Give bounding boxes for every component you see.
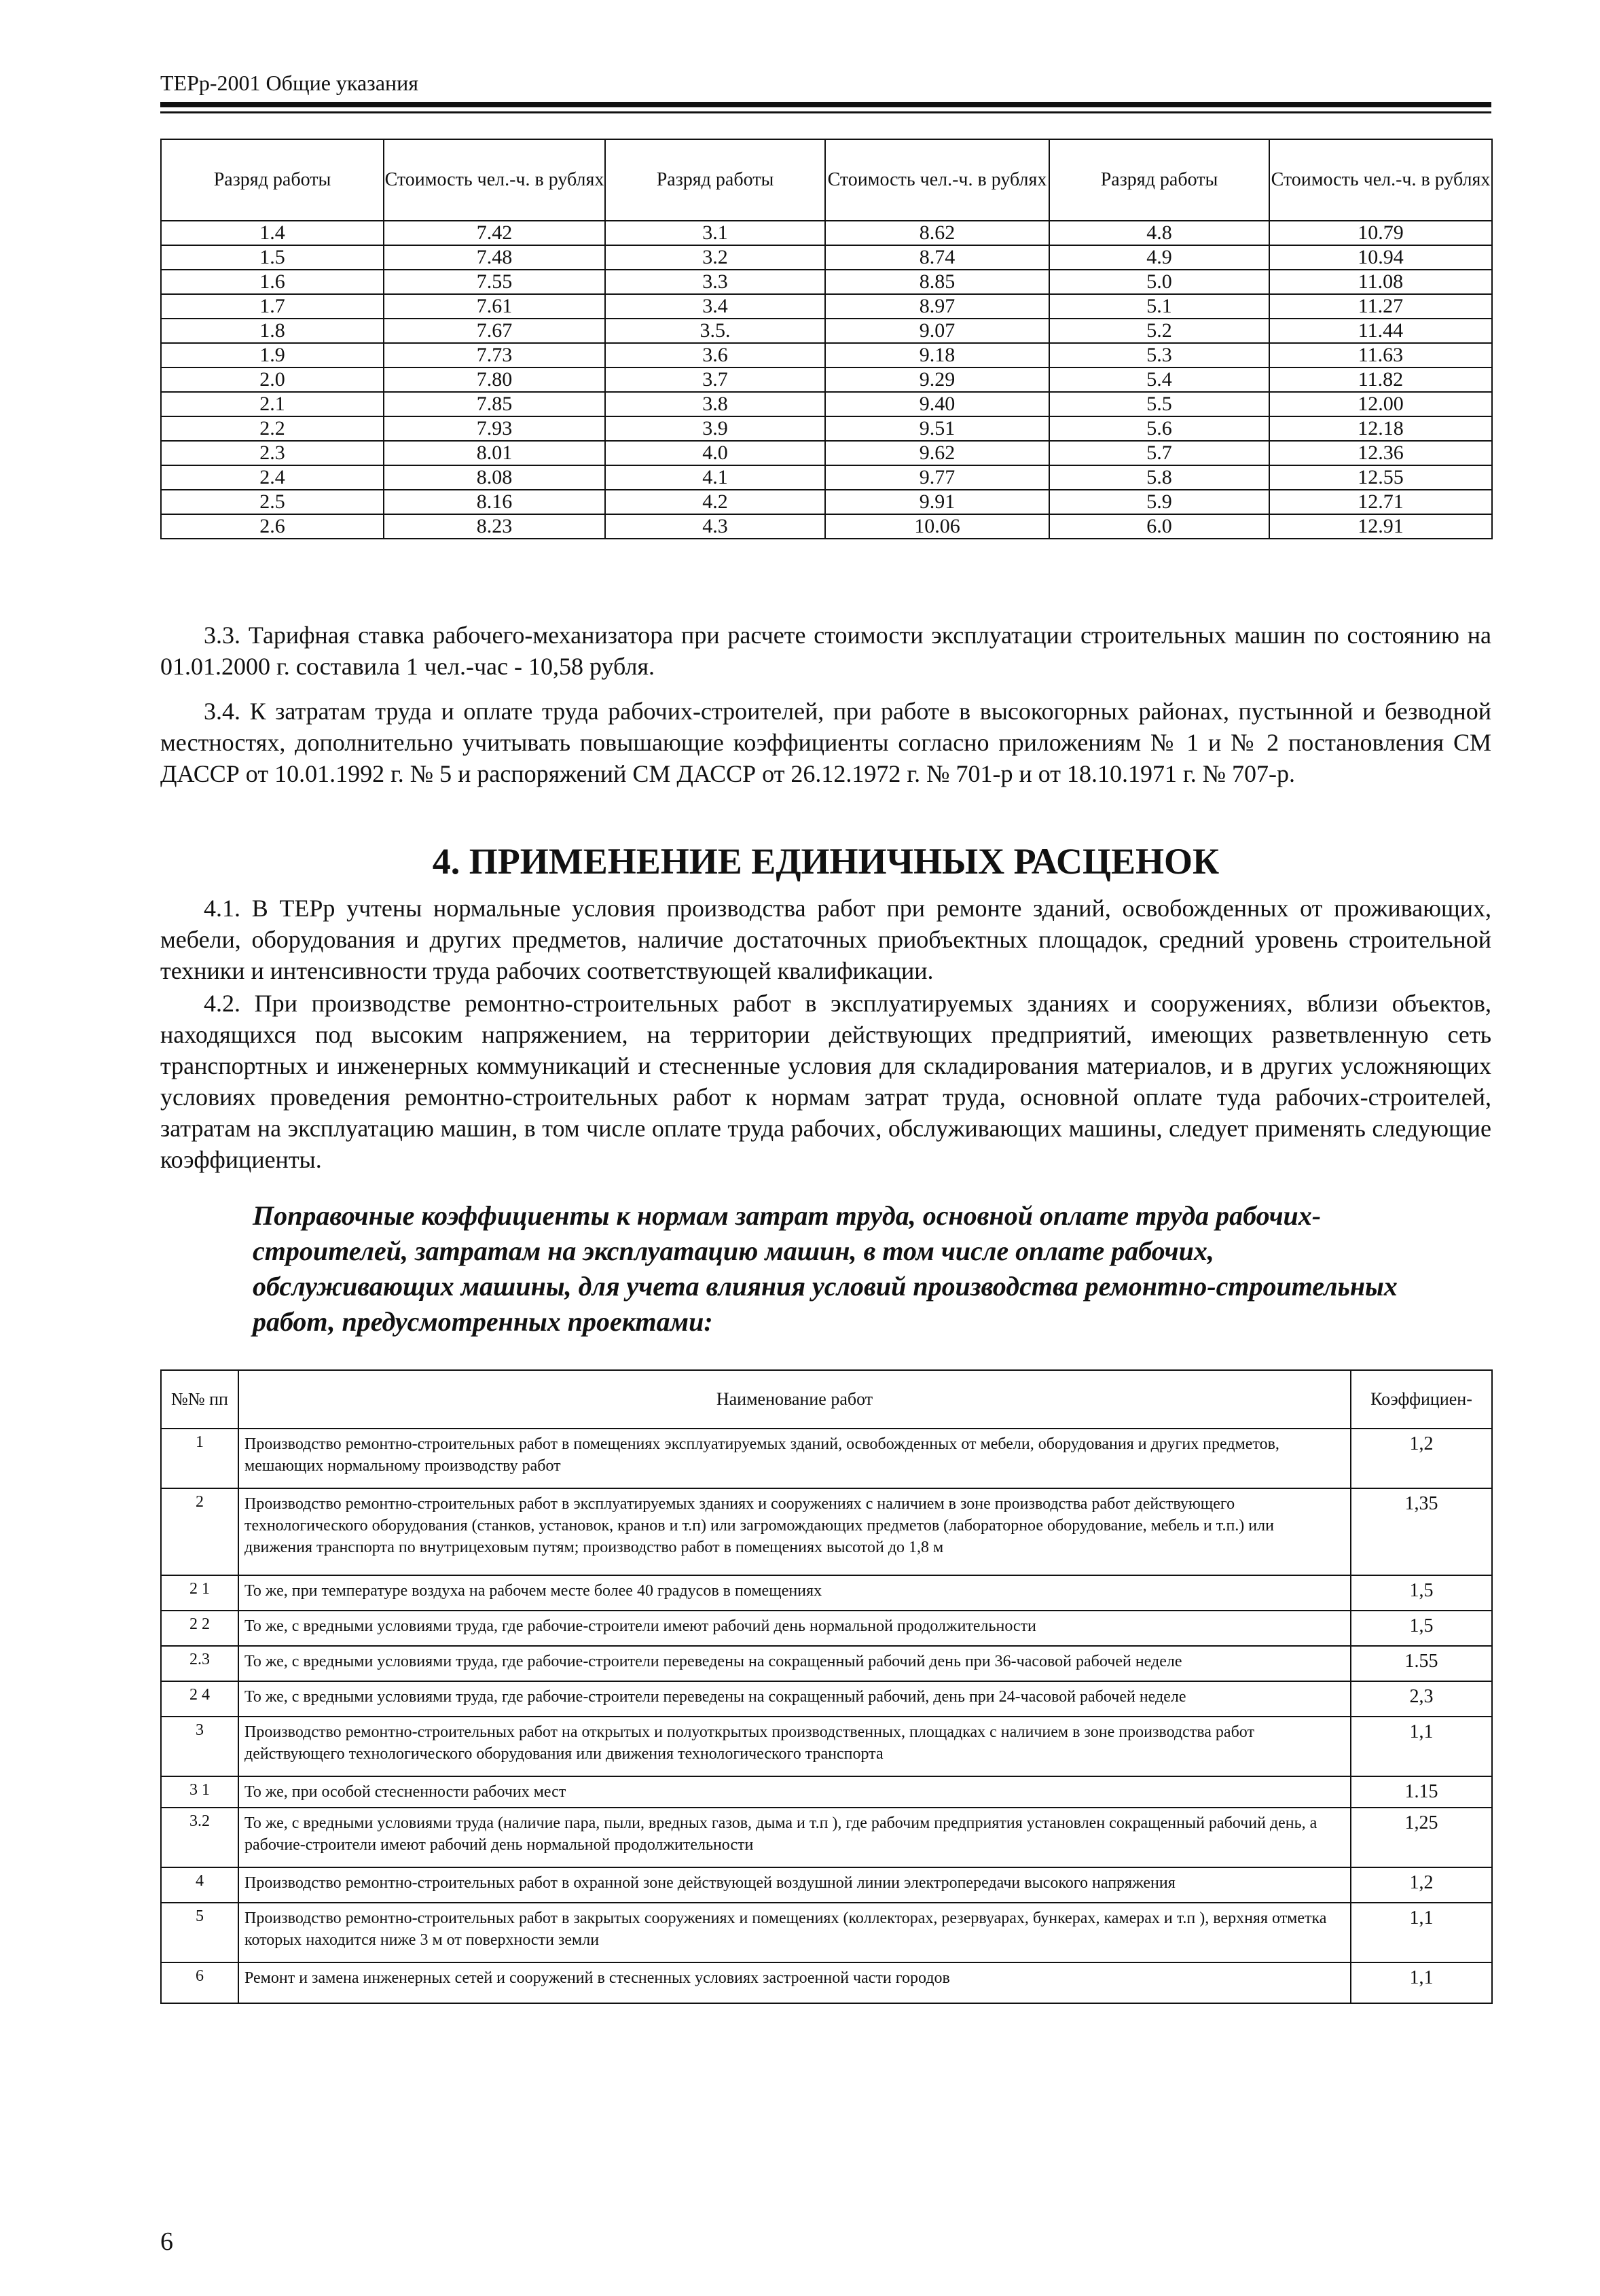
rates-cell: 3.1	[605, 221, 825, 245]
rates-cell: 7.93	[384, 416, 605, 441]
rates-cell: 1.4	[161, 221, 384, 245]
coef-row-name: То же, с вредными условиями труда (наличие пара, пыли, вредных газов, дыма и т.п ), где рабочим предприятия установлен сокращенный рабочий день, а рабочие-строители имеют рабочий день нормальной продолжительности	[238, 1808, 1351, 1867]
rates-cell: 12.71	[1269, 490, 1492, 514]
rates-cell: 3.3	[605, 270, 825, 294]
rates-cell: 9.07	[825, 319, 1049, 343]
rates-cell: 4.0	[605, 441, 825, 465]
rates-table-body	[161, 221, 1492, 539]
rates-cell: 5.3	[1049, 343, 1269, 367]
page-header: ТЕРр-2001 Общие указания	[160, 71, 418, 95]
coefficients-table-row	[161, 1776, 1492, 1808]
rates-cell: 5.4	[1049, 367, 1269, 392]
rates-cell: 9.51	[825, 416, 1049, 441]
coef-row-value: 1,35	[1351, 1488, 1492, 1575]
paragraph-4-1: 4.1. В ТЕРр учтены нормальные условия производства работ при ремонте зданий, освобожденных от проживающих, мебели, оборудования и других предметов, наличие достаточных приобъектных площадок, средний уровень строительной техники и интенсивности труда рабочих соответствующей квалификации.	[160, 895, 1491, 984]
rates-cell: 4.2	[605, 490, 825, 514]
rates-cell: 2.4	[161, 465, 384, 490]
header-rule-thick	[160, 102, 1491, 107]
coef-row-number: 4	[161, 1867, 238, 1903]
rates-cell: 9.62	[825, 441, 1049, 465]
rates-table-row	[161, 392, 1492, 416]
rates-cell: 4.8	[1049, 221, 1269, 245]
coef-row-value: 1,1	[1351, 1962, 1492, 2003]
rates-cell: 12.55	[1269, 465, 1492, 490]
rates-table-row	[161, 221, 1492, 245]
rates-table-row	[161, 270, 1492, 294]
rates-cell: 8.08	[384, 465, 605, 490]
coef-row-name: Производство ремонтно-строительных работ в охранной зоне действующей воздушной линии электропередачи высокого напряжения	[238, 1867, 1351, 1903]
rates-cell: 10.79	[1269, 221, 1492, 245]
rates-cell: 8.16	[384, 490, 605, 514]
rates-cell: 7.80	[384, 367, 605, 392]
coef-row-value: 1,2	[1351, 1867, 1492, 1903]
coef-row-name: То же, при температуре воздуха на рабочем месте более 40 градусов в помещениях	[238, 1575, 1351, 1611]
coefficients-table	[160, 1369, 1493, 2004]
rates-cell: 11.08	[1269, 270, 1492, 294]
rates-cell: 8.23	[384, 514, 605, 539]
rates-cell: 1.7	[161, 294, 384, 319]
rates-cell: 3.7	[605, 367, 825, 392]
rates-cell: 7.67	[384, 319, 605, 343]
rates-table-row	[161, 490, 1492, 514]
rates-cell: 9.29	[825, 367, 1049, 392]
coef-row-name: Ремонт и замена инженерных сетей и сооружений в стесненных условиях застроенной части городов	[238, 1962, 1351, 2003]
rates-cell: 4.1	[605, 465, 825, 490]
rates-cell: 1.8	[161, 319, 384, 343]
coef-row-name: То же, с вредными условиями труда, где рабочие-строители переведены на сокращенный рабочий день при 36-часовой рабочей неделе	[238, 1646, 1351, 1681]
coef-row-name: Производство ремонтно-строительных работ на открытых и полуоткрытых производственных, площадках с наличием в зоне производства работ действующего технологического оборудования или движения технологического транспорта	[238, 1717, 1351, 1776]
coefficients-table-row	[161, 1962, 1492, 2003]
rates-cell: 8.74	[825, 245, 1049, 270]
rates-cell: 5.5	[1049, 392, 1269, 416]
rates-cell: 6.0	[1049, 514, 1269, 539]
rates-cell: 12.00	[1269, 392, 1492, 416]
rates-cell: 8.01	[384, 441, 605, 465]
coef-row-value: 1,25	[1351, 1808, 1492, 1867]
rates-cell: 2.1	[161, 392, 384, 416]
coef-row-number: 1	[161, 1429, 238, 1488]
rates-table-row	[161, 514, 1492, 539]
rates-cell: 12.36	[1269, 441, 1492, 465]
rates-cell: 11.27	[1269, 294, 1492, 319]
coefficients-table-row	[161, 1611, 1492, 1646]
coefficients-table-row	[161, 1681, 1492, 1717]
coef-row-value: 1.15	[1351, 1776, 1492, 1808]
coef-row-value: 1,1	[1351, 1903, 1492, 1962]
paragraph-3-3: 3.3. Тарифная ставка рабочего-механизатора при расчете стоимости эксплуатации строительных машин по состоянию на 01.01.2000 г. составила 1 чел.-час - 10,58 рубля.	[160, 622, 1491, 680]
rates-cell: 3.9	[605, 416, 825, 441]
coefficients-table-row	[161, 1808, 1492, 1867]
rates-cell: 9.91	[825, 490, 1049, 514]
coef-row-number: 2 1	[161, 1575, 238, 1611]
rates-cell: 7.48	[384, 245, 605, 270]
coefficients-table-row	[161, 1429, 1492, 1488]
rates-cell: 1.6	[161, 270, 384, 294]
coef-row-number: 3	[161, 1717, 238, 1776]
rates-header-cell: Разряд работы	[161, 139, 384, 221]
coef-row-number: 3 1	[161, 1776, 238, 1808]
coef-row-number: 2.3	[161, 1646, 238, 1681]
page-number: 6	[160, 2227, 173, 2256]
coef-row-number: 2 4	[161, 1681, 238, 1717]
rates-cell: 10.94	[1269, 245, 1492, 270]
coefficients-header-row	[161, 1370, 1492, 1429]
rates-cell: 3.4	[605, 294, 825, 319]
coefficients-table-body	[161, 1429, 1492, 2003]
rates-table-row	[161, 294, 1492, 319]
rates-cell: 7.55	[384, 270, 605, 294]
rates-cell: 8.85	[825, 270, 1049, 294]
rates-cell: 12.91	[1269, 514, 1492, 539]
rates-cell: 11.44	[1269, 319, 1492, 343]
rates-cell: 2.6	[161, 514, 384, 539]
coef-row-number: 2	[161, 1488, 238, 1575]
rates-cell: 11.63	[1269, 343, 1492, 367]
rates-cell: 5.6	[1049, 416, 1269, 441]
rates-header-cell: Разряд работы	[1049, 139, 1269, 221]
rates-cell: 2.5	[161, 490, 384, 514]
coefficients-table-row	[161, 1903, 1492, 1962]
coef-row-number: 2 2	[161, 1611, 238, 1646]
rates-cell: 7.85	[384, 392, 605, 416]
coef-row-number: 6	[161, 1962, 238, 2003]
rates-cell: 11.82	[1269, 367, 1492, 392]
section-title: 4. ПРИМЕНЕНИЕ ЕДИНИЧНЫХ РАСЦЕНОК	[432, 841, 1220, 882]
rates-table-row	[161, 441, 1492, 465]
rates-table-row	[161, 416, 1492, 441]
coef-row-name: То же, с вредными условиями труда, где рабочие-строители переведены на сокращенный рабочий, день при 24-часовой рабочей неделе	[238, 1681, 1351, 1717]
paragraph-4-2: 4.2. При производстве ремонтно-строительных работ в эксплуатируемых зданиях и сооружениях, вблизи объектов, находящихся под высоким напряжением, на территории действующих предприятий, имеющих разветвленную сеть транспортных и инженерных коммуникаций и стесненные условия для складирования материалов, и в других усложняющих условиях проведения ремонтно-строительных работ к нормам затрат труда, основной оплате туда рабочих-строителей, затратам на эксплуатацию машин, в том числе оплате труда рабочих, обслуживающих машины, следует применять следующие коэффициенты.	[160, 990, 1491, 1173]
rates-cell: 2.3	[161, 441, 384, 465]
coef-row-value: 1,1	[1351, 1717, 1492, 1776]
rates-cell: 5.9	[1049, 490, 1269, 514]
coef-row-value: 1,5	[1351, 1575, 1492, 1611]
paragraph-3-4: 3.4. К затратам труда и оплате труда рабочих-строителей, при работе в высокогорных районах, пустынной и безводной местностях, дополнительно учитывать повышающие коэффициенты согласно приложениям № 1 и № 2 постановления СМ ДАССР от 10.01.1992 г. № 5 и распоряжений СМ ДАССР от 26.12.1972 г. № 701-р и от 18.10.1971 г. № 707-р.	[160, 698, 1491, 787]
rates-cell: 9.18	[825, 343, 1049, 367]
rates-cell: 4.3	[605, 514, 825, 539]
rates-cell: 7.42	[384, 221, 605, 245]
rates-header-cell: Стоимость чел.-ч. в рублях	[384, 139, 605, 221]
rates-cell: 9.40	[825, 392, 1049, 416]
rates-cell: 3.8	[605, 392, 825, 416]
rates-header-cell: Разряд работы	[605, 139, 825, 221]
header-rule-thin	[160, 111, 1491, 113]
rates-cell: 7.61	[384, 294, 605, 319]
rates-cell: 9.77	[825, 465, 1049, 490]
rates-cell: 1.9	[161, 343, 384, 367]
rates-table-row	[161, 245, 1492, 270]
rates-table-header-row	[161, 139, 1492, 221]
rates-header-cell: Стоимость чел.-ч. в рублях	[1269, 139, 1492, 221]
coef-row-name: То же, при особой стесненности рабочих мест	[238, 1776, 1351, 1808]
rates-cell: 5.0	[1049, 270, 1269, 294]
rates-cell: 8.62	[825, 221, 1049, 245]
rates-cell: 10.06	[825, 514, 1049, 539]
rates-table-row	[161, 319, 1492, 343]
rates-cell: 5.8	[1049, 465, 1269, 490]
coef-row-value: 1,2	[1351, 1429, 1492, 1488]
coef-row-name: То же, с вредными условиями труда, где рабочие-строители имеют рабочий день нормальной продолжительности	[238, 1611, 1351, 1646]
coefficients-table-row	[161, 1867, 1492, 1903]
rates-cell: 12.18	[1269, 416, 1492, 441]
coef-row-value: 2,3	[1351, 1681, 1492, 1717]
rates-cell: 2.0	[161, 367, 384, 392]
coefficients-table-row	[161, 1575, 1492, 1611]
coef-header-number: №№ пп	[161, 1370, 238, 1429]
coef-header-name: Наименование работ	[238, 1370, 1351, 1429]
rates-table-row	[161, 343, 1492, 367]
coefficients-table-row	[161, 1646, 1492, 1681]
coefficients-heading: Поправочные коэффициенты к нормам затрат труда, основной оплате труда рабочих-строителей, затратам на эксплуатацию машин, в том числе оплате рабочих, обслуживающих машины, для учета влияния условий производства ремонтно-строительных работ, предусмотренных проектами:	[253, 1200, 1398, 1337]
rates-cell: 3.5.	[605, 319, 825, 343]
rates-cell: 3.6	[605, 343, 825, 367]
rates-cell: 7.73	[384, 343, 605, 367]
rates-cell: 1.5	[161, 245, 384, 270]
rates-cell: 5.1	[1049, 294, 1269, 319]
coefficients-table-row	[161, 1488, 1492, 1575]
rates-table	[160, 139, 1493, 539]
rates-header-cell: Стоимость чел.-ч. в рублях	[825, 139, 1049, 221]
rates-cell: 3.2	[605, 245, 825, 270]
rates-cell: 4.9	[1049, 245, 1269, 270]
coef-header-value: Коэффициен-	[1351, 1370, 1492, 1429]
rates-cell: 5.2	[1049, 319, 1269, 343]
coef-row-name: Производство ремонтно-строительных работ в закрытых сооружениях и помещениях (коллекторах, резервуарах, бункерах, камерах и т.п ), верхняя отметка которых находится ниже 3 м от поверхности земли	[238, 1903, 1351, 1962]
rates-table-row	[161, 367, 1492, 392]
coef-row-name: Производство ремонтно-строительных работ в помещениях эксплуатируемых зданий, освобожденных от мебели, оборудования и других предметов, мешающих нормальному производству работ	[238, 1429, 1351, 1488]
coef-row-value: 1.55	[1351, 1646, 1492, 1681]
rates-cell: 5.7	[1049, 441, 1269, 465]
rates-table-row	[161, 465, 1492, 490]
rates-cell: 8.97	[825, 294, 1049, 319]
coef-row-name: Производство ремонтно-строительных работ в эксплуатируемых зданиях и сооружениях с наличием в зоне производства работ действующего технологического оборудования (станков, установок, кранов и т.п) или загромождающих предметов (лабораторное оборудование, мебель и т.п.) или движения транспорта по внутрицеховым путям; производство работ в помещениях высотой до 1,8 м	[238, 1488, 1351, 1575]
coef-row-number: 5	[161, 1903, 238, 1962]
rates-cell: 2.2	[161, 416, 384, 441]
coefficients-table-row	[161, 1717, 1492, 1776]
coef-row-value: 1,5	[1351, 1611, 1492, 1646]
coef-row-number: 3.2	[161, 1808, 238, 1867]
